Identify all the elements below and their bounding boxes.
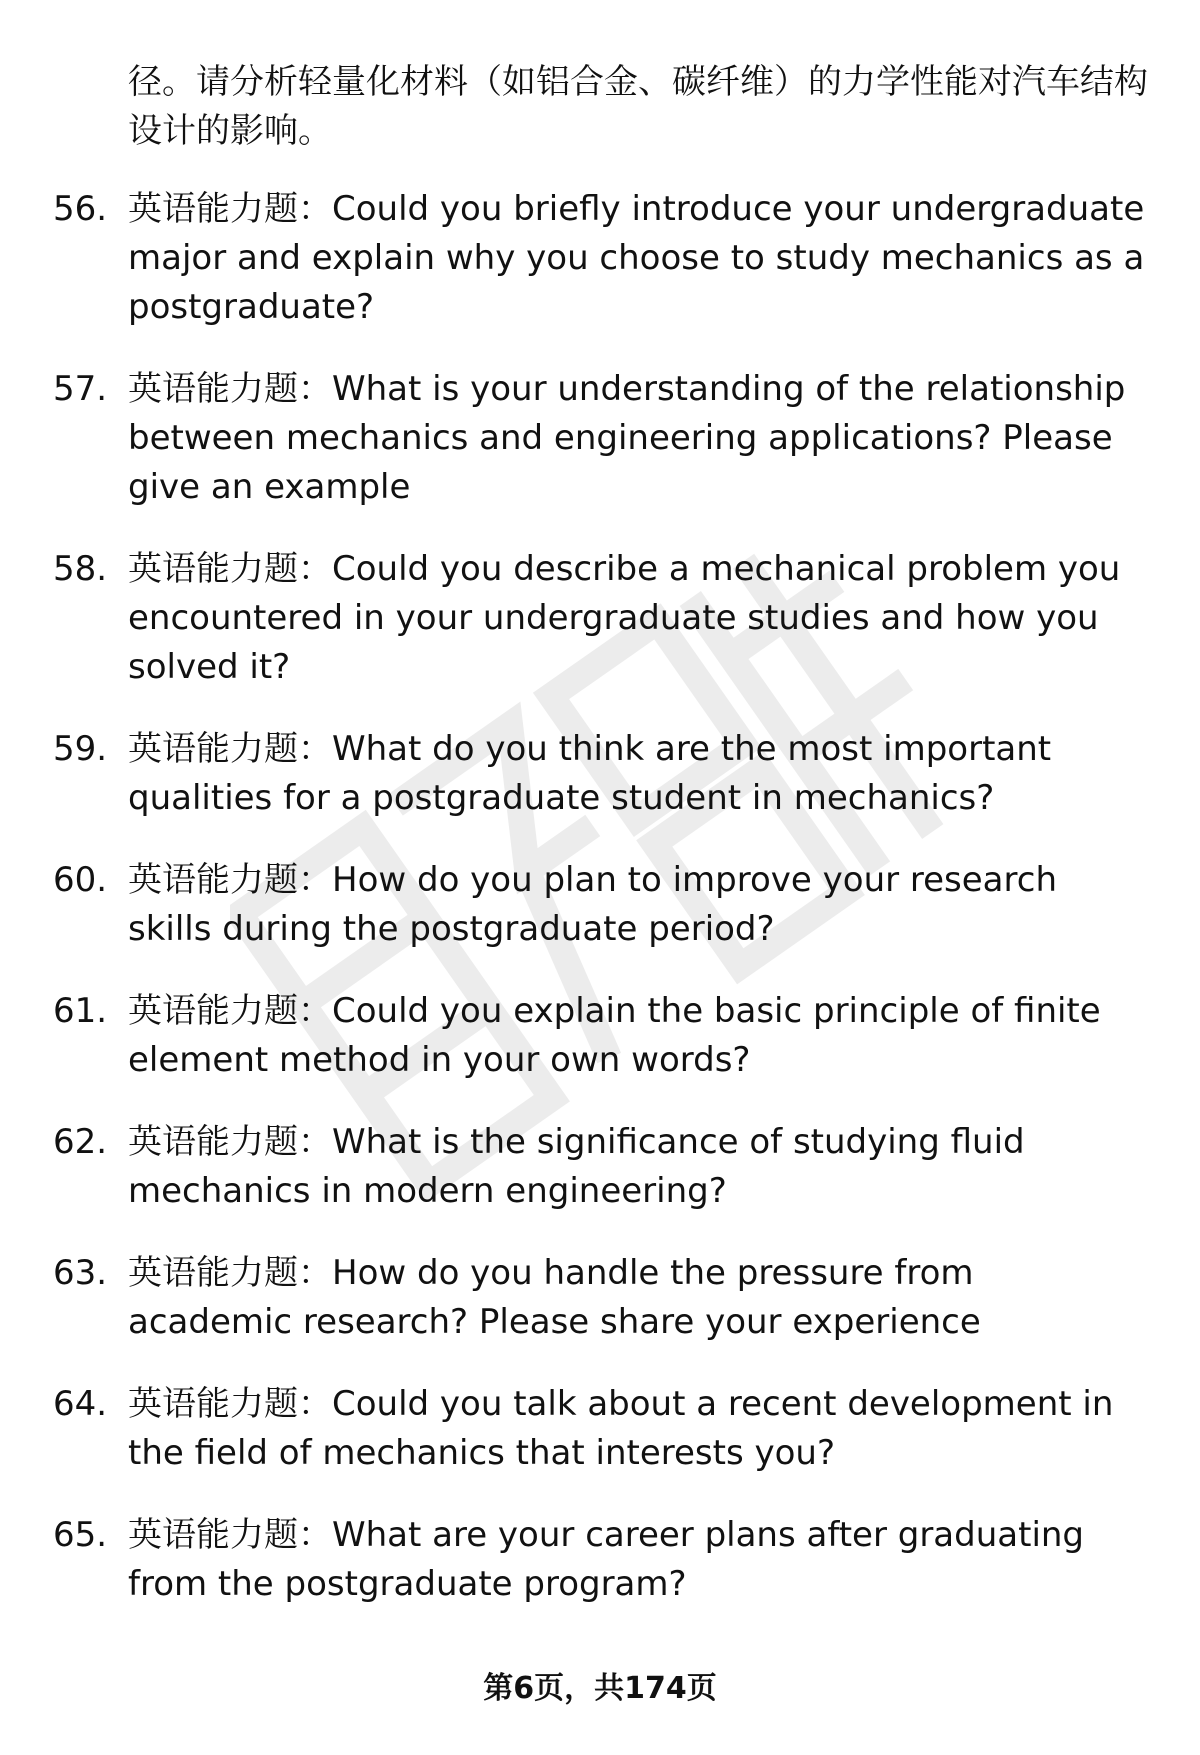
question-text: Could you explain the basic principle of finite element method in your own words? (128, 991, 1101, 1080)
question-text: What do you think are the most important qualities for a postgraduate student in mechanics? (128, 729, 1052, 818)
question-text: How do you handle the pressure from academic research? Please share your experience (128, 1253, 981, 1342)
question-body (128, 856, 1148, 954)
question-item (0, 1511, 1200, 1609)
question-item (0, 1249, 1200, 1347)
question-number: 61. (53, 991, 108, 1031)
question-item (0, 1118, 1200, 1216)
question-text: What is your understanding of the relationship between mechanics and engineering applications? Please give an example (128, 369, 1126, 507)
question-item (0, 545, 1200, 692)
question-text: What are your career plans after graduating from the postgraduate program? (128, 1515, 1085, 1604)
question-text: Could you describe a mechanical problem you encountered in your undergraduate studies and how you solved it? (128, 549, 1121, 687)
question-body (128, 725, 1148, 823)
question-body (128, 185, 1148, 332)
question-number: 63. (53, 1253, 108, 1293)
question-prefix: 英语能力题： (128, 1122, 332, 1162)
question-body (128, 1249, 1148, 1347)
question-item (0, 725, 1200, 823)
question-number: 60. (53, 860, 108, 900)
document-body (0, 58, 1200, 1642)
question-body (128, 1511, 1148, 1609)
question-item (0, 365, 1200, 512)
question-prefix: 英语能力题： (128, 189, 332, 229)
question-text: Could you briefly introduce your undergraduate major and explain why you choose to study mechanics as a postgraduate? (128, 189, 1145, 327)
question-text: How do you plan to improve your research skills during the postgraduate period? (128, 860, 1057, 949)
continuation-paragraph: 径。请分析轻量化材料（如铝合金、碳纤维）的力学性能对汽车结构设计的影响。 (128, 62, 1148, 151)
question-list (0, 185, 1200, 1609)
question-prefix: 英语能力题： (128, 1515, 332, 1555)
question-body (128, 1118, 1148, 1216)
question-item (0, 185, 1200, 332)
question-prefix: 英语能力题： (128, 549, 332, 589)
question-text: Could you talk about a recent development in the field of mechanics that interests you? (128, 1384, 1114, 1473)
question-item (0, 856, 1200, 954)
question-prefix: 英语能力题： (128, 1253, 332, 1293)
page-footer: 第6页，共174页 (483, 1671, 717, 1706)
question-item (0, 1380, 1200, 1478)
question-number: 58. (53, 549, 108, 589)
question-prefix: 英语能力题： (128, 1384, 332, 1424)
question-prefix: 英语能力题： (128, 860, 332, 900)
question-prefix: 英语能力题： (128, 729, 332, 769)
question-text: What is the significance of studying fluid mechanics in modern engineering? (128, 1122, 1025, 1211)
question-number: 65. (53, 1515, 108, 1555)
question-body (128, 987, 1148, 1085)
question-prefix: 英语能力题： (128, 991, 332, 1031)
question-number: 62. (53, 1122, 108, 1162)
question-item (0, 987, 1200, 1085)
question-body (128, 545, 1148, 692)
question-body (128, 365, 1148, 512)
question-number: 64. (53, 1384, 108, 1424)
question-number: 59. (53, 729, 108, 769)
question-number: 56. (53, 189, 108, 229)
question-number: 57. (53, 369, 108, 409)
question-prefix: 英语能力题： (128, 369, 332, 409)
question-body (128, 1380, 1148, 1478)
